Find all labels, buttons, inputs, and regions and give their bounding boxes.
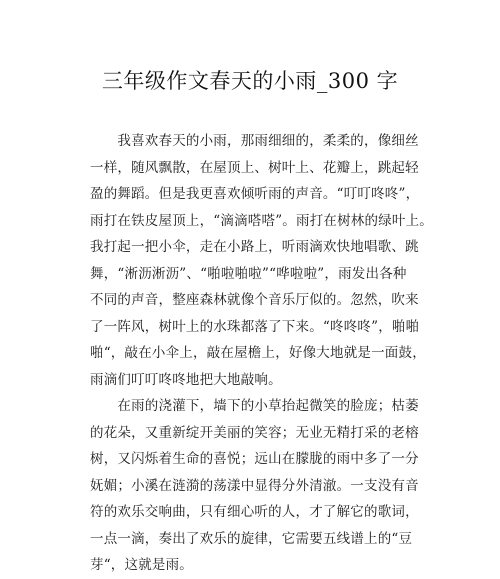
essay-line: 芽“，这就是雨。 xyxy=(90,557,194,573)
essay-line: 妩媚；小溪在涟漪的荡漾中显得分外清澈。一支没有音 xyxy=(90,477,419,494)
essay-line: 啪“，敲在小伞上，敲在屋檐上，好像大地就是一面鼓， xyxy=(90,345,426,361)
essay-line: 盈的舞蹈。但是我更喜欢倾听雨的声音。“叮叮咚咚”， xyxy=(90,186,420,202)
essay-body xyxy=(90,128,434,579)
essay-line: 了一阵风，树叶上的水珠都落了下来。“咚咚咚”，啪啪 xyxy=(90,318,420,335)
essay-line: 舞，“淅沥淅沥”、“啪啦啪啦”“哗啦啦”，雨发出各种 xyxy=(90,265,407,282)
essay-line: 符的欢乐交响曲，只有细心听的人，才了解它的歌词， xyxy=(90,504,419,520)
essay-line: 树，又闪烁着生命的喜悦；远山在朦胧的雨中多了一分 xyxy=(90,451,419,467)
essay-line: 在雨的浇灌下，墙下的小草抬起微笑的脸庞；枯萎 xyxy=(90,398,419,414)
essay-line: 雨滴们叮叮咚咚地把大地敲响。 xyxy=(90,371,282,388)
essay-line: 不同的声音，整座森林就像个音乐厅似的。忽然，吹来 xyxy=(90,292,419,308)
essay-line: 我喜欢春天的小雨，那雨细细的，柔柔的，像细丝 xyxy=(90,133,419,149)
essay-line: 我打起一把小伞，走在小路上，听雨滴欢快地唱歌、跳 xyxy=(90,239,419,255)
essay-line: 的花朵，又重新绽开美丽的笑容；无业无精打采的老榕 xyxy=(90,424,419,441)
essay-line: 一点一滴，奏出了欢乐的旋律，它需要五线谱上的“豆 xyxy=(90,530,413,547)
essay-line: 雨打在铁皮屋顶上，“滴滴嗒嗒”。雨打在树林的绿叶上。 xyxy=(90,212,434,229)
document-title: 三年级作文春天的小雨_300 字 xyxy=(101,69,399,93)
essay-line: 一样，随风飘散，在屋顶上、树叶上、花瓣上，跳起轻 xyxy=(90,159,419,176)
